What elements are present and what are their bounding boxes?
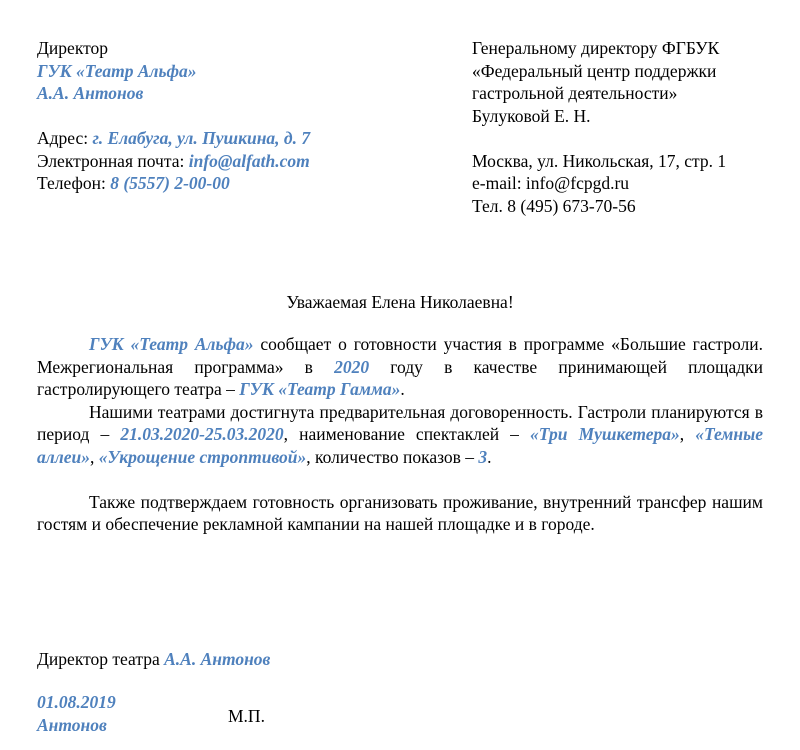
letter-body [37,333,763,536]
sender-title: Директор [37,38,109,58]
sender-phone-label: Телефон: [37,173,111,193]
body-text: , [679,424,696,444]
body-play: «Три Мушкетера» [530,424,680,444]
sender-name: А.А. Антонов [37,83,144,103]
paragraph-2 [37,401,763,469]
sender-block [37,37,310,195]
body-text: . [487,446,492,467]
signature-surname: Антонов [37,714,107,735]
recipient-email: e-mail: info@fcpgd.ru [472,173,630,193]
body-text: , [89,446,99,467]
signature-name: А.А. Антонов [164,649,271,669]
body-play: «Укрощение строптивой» [98,446,307,467]
signature-line [37,648,270,671]
recipient-line: «Федеральный центр поддержки [472,60,717,81]
signature-date: 01.08.2019 [37,692,116,712]
body-guest-theatre: ГУК «Театр Гамма» [239,379,401,399]
body-play: «Темные аллеи» [37,424,764,467]
sender-phone-line [37,172,310,195]
sender-address: г. Елабуга, ул. Пушкина, д. 7 [92,128,311,148]
sender-org: ГУК «Театр Альфа» [37,60,197,81]
sender-address-line [37,127,310,150]
body-text: году в качестве принимающей площадки гастролирующего театра – [37,356,763,399]
recipient-block [472,37,726,217]
body-text: . [400,379,405,399]
body-count: 3 [478,446,488,467]
paragraph-3: Также подтверждаем готовность организовать проживание, внутренний трансфер нашим гостям и обеспечение рекламной кампании на нашей площадке и в городе. [37,491,763,534]
recipient-phone: Тел. 8 (495) 673-70-56 [472,195,636,216]
sender-email: info@alfath.com [188,150,310,171]
body-text: сообщает о готовности участия в программе «Большие гастроли. Межрегиональная программа» в [37,334,763,377]
body-text: Нашими театрами достигнута предварительная договоренность. Гастроли планируются в период – [37,401,763,444]
body-period: 21.03.2020-25.03.2020 [120,424,284,444]
recipient-line: Генеральному директору ФГБУК [472,38,720,58]
recipient-line: гастрольной деятельности» [472,83,678,103]
signature-label: Директор театра [37,649,165,669]
salutation: Уважаемая Елена Николаевна! [286,292,514,312]
recipient-address: Москва, ул. Никольская, 17, стр. 1 [472,150,727,171]
body-year: 2020 [334,356,370,377]
sender-address-label: Адрес: [37,128,93,148]
sender-email-label: Электронная почта: [37,150,189,171]
sender-phone: 8 (5557) 2-00-00 [110,173,230,193]
sender-email-line [37,150,310,173]
body-text: , количество показов – [306,446,479,467]
body-text: , наименование спектаклей – [283,424,531,444]
recipient-name: Булуковой Е. Н. [472,105,591,126]
date-block [37,691,116,736]
paragraph-1 [37,333,763,401]
stamp-mark: М.П. [228,706,265,726]
body-org: ГУК «Театр Альфа» [89,334,254,354]
